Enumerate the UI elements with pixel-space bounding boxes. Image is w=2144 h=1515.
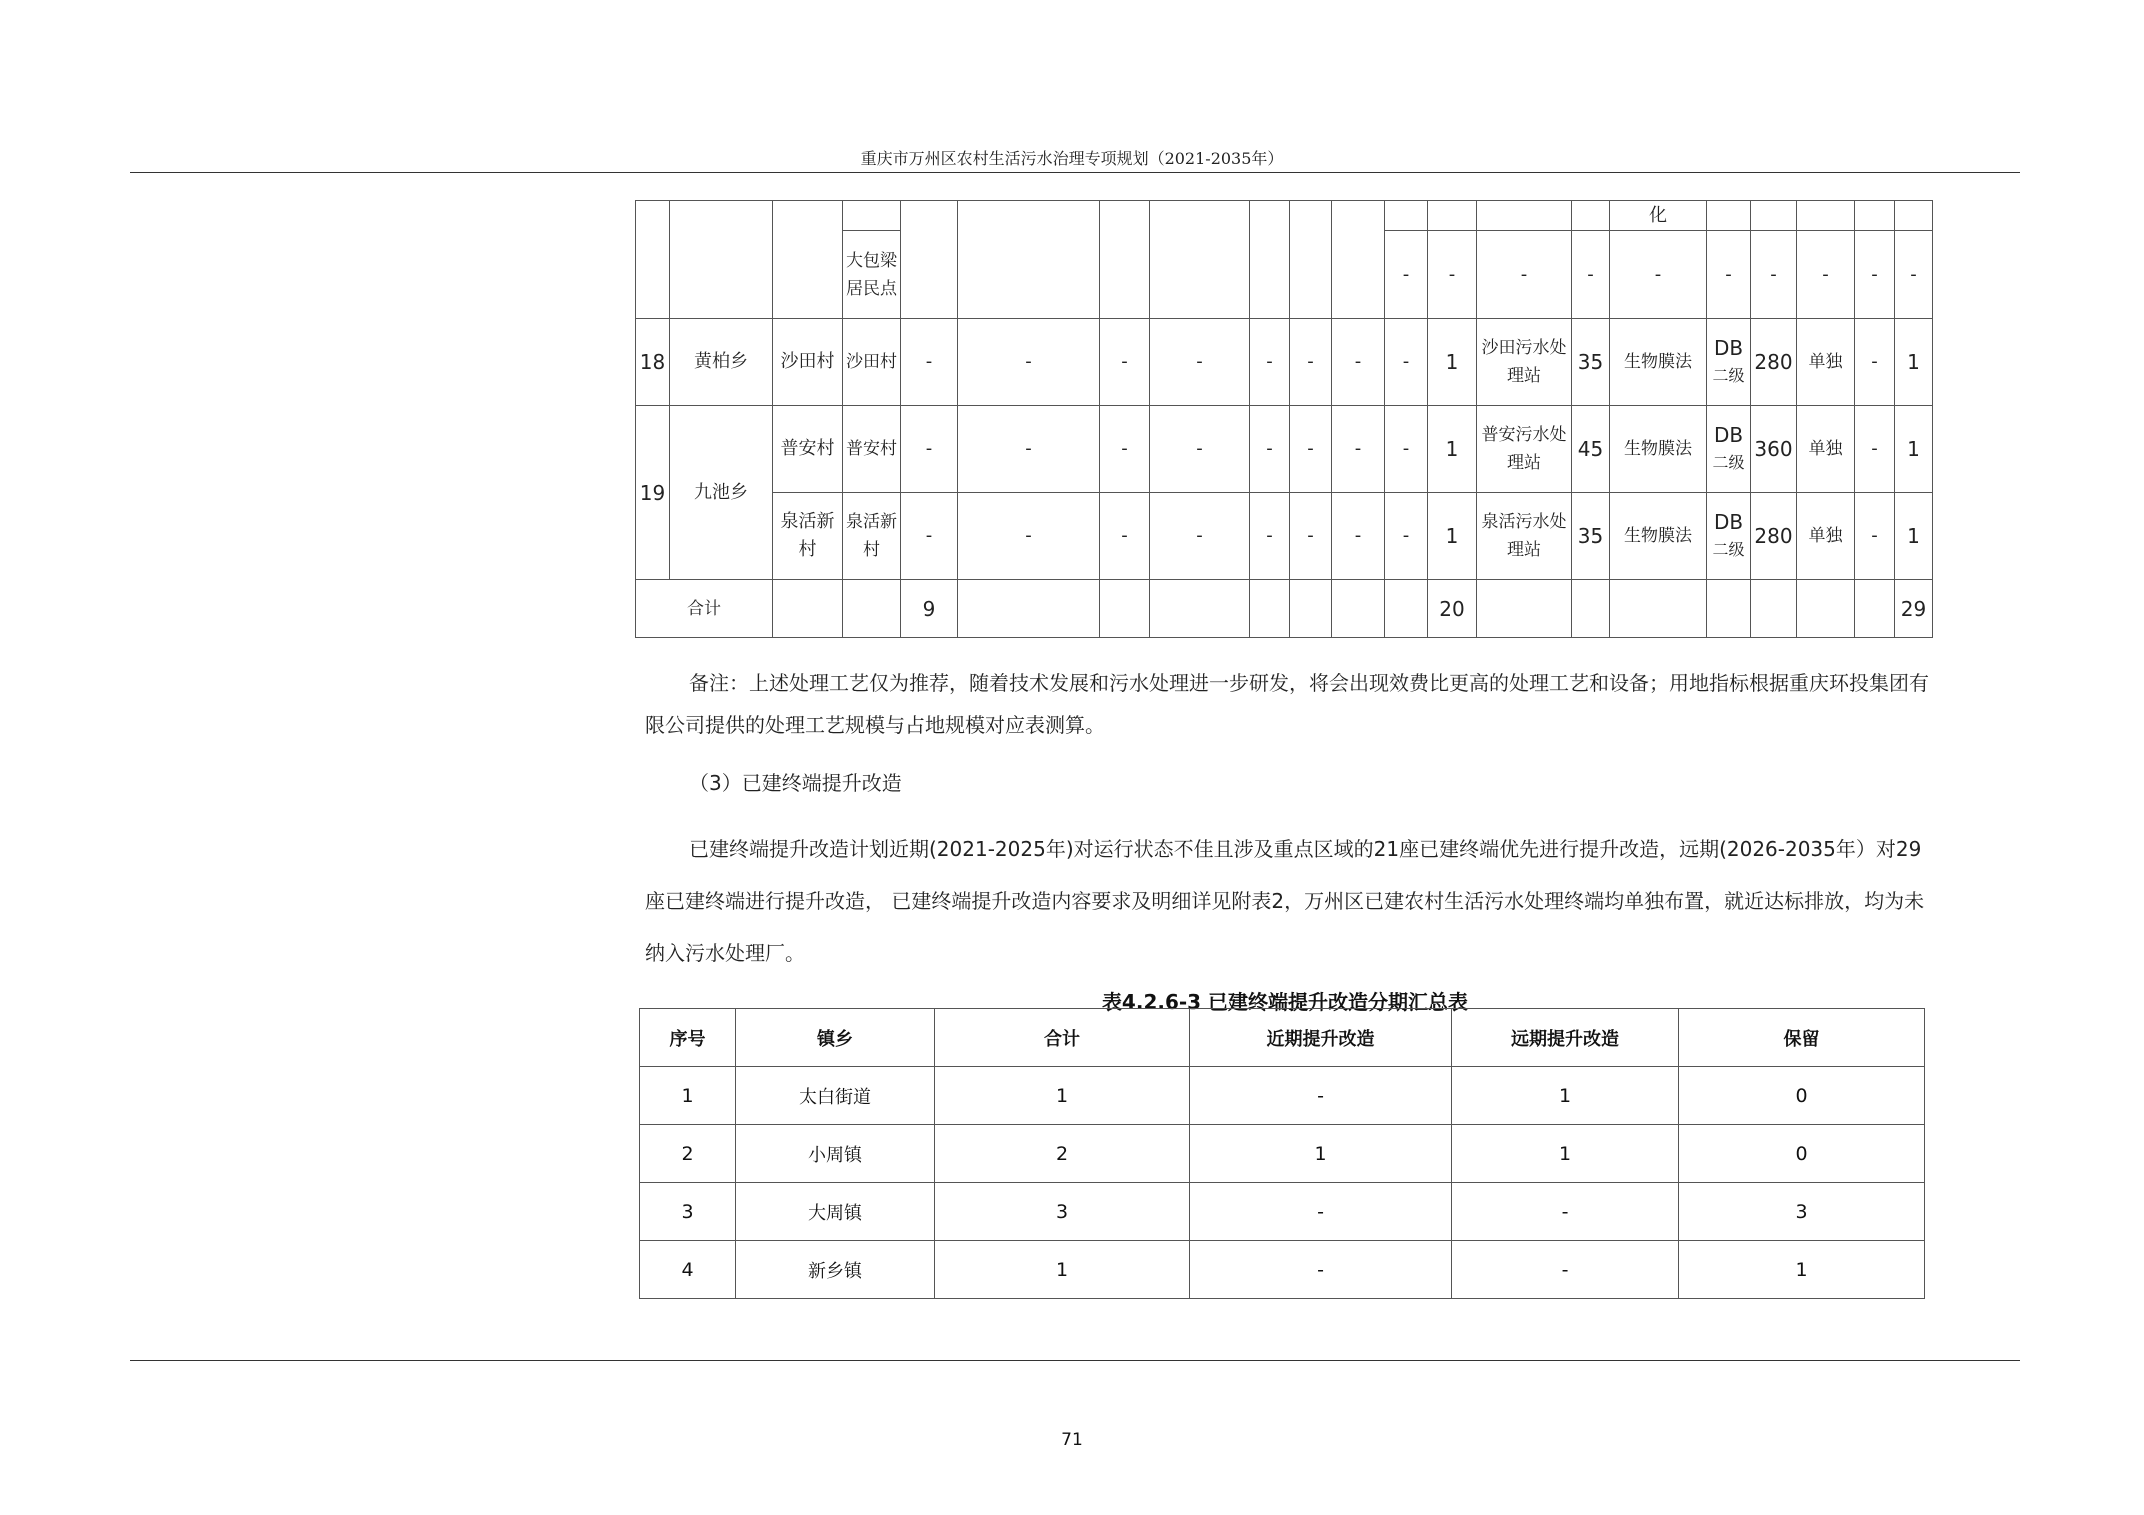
table-cell: 280	[1751, 319, 1797, 406]
table-cell: -	[1100, 493, 1150, 580]
table-cell: 1	[1895, 406, 1933, 493]
table-cell: -	[1332, 319, 1385, 406]
empty-cell	[843, 201, 901, 231]
table-cell: -	[1250, 493, 1290, 580]
empty-cell	[1855, 201, 1895, 231]
table-row	[640, 1183, 1925, 1241]
cell-line: 二级	[1712, 366, 1745, 385]
table-cell: 35	[1572, 319, 1610, 406]
table-cell: 保留	[1679, 1009, 1925, 1067]
table-cell: 360	[1751, 406, 1797, 493]
table-cell: 2	[935, 1125, 1190, 1183]
table-cell: -	[1290, 493, 1332, 580]
table-cell: -	[1477, 231, 1572, 319]
table-cell: 18	[636, 319, 670, 406]
empty-cell	[1250, 201, 1290, 319]
table-cell: 0	[1679, 1067, 1925, 1125]
empty-cell	[1895, 201, 1933, 231]
empty-cell	[1797, 201, 1855, 231]
table-cell: 1	[1190, 1125, 1452, 1183]
cell-line: DB	[1713, 423, 1744, 447]
empty-cell	[1428, 201, 1477, 231]
table-cell: -	[901, 406, 958, 493]
table-cell: 近期提升改造	[1190, 1009, 1452, 1067]
table-cell: 1	[935, 1067, 1190, 1125]
plan-detail-table	[635, 200, 1933, 638]
table-cell: -	[1855, 406, 1895, 493]
total-row	[636, 580, 1933, 638]
table-cell: 35	[1572, 493, 1610, 580]
empty-cell	[1290, 580, 1332, 638]
empty-cell	[958, 201, 1100, 319]
table-cell: 0	[1679, 1125, 1925, 1183]
table-cell: -	[1385, 231, 1428, 319]
table-cell: 生物膜法	[1610, 493, 1707, 580]
table-cell: -	[901, 493, 958, 580]
table-cell: -	[1855, 231, 1895, 319]
empty-cell	[1855, 580, 1895, 638]
table-cell: 单独	[1797, 406, 1855, 493]
document-header-title: 重庆市万州区农村生活污水治理专项规划（2021-2035年）	[860, 149, 1284, 168]
table-cell: -	[1250, 319, 1290, 406]
table-cell: 3	[1679, 1183, 1925, 1241]
empty-cell	[1477, 580, 1572, 638]
table-cell: 3	[935, 1183, 1190, 1241]
table-cell: 2	[640, 1125, 736, 1183]
empty-cell	[773, 201, 843, 319]
table-cell: -	[1150, 319, 1250, 406]
table-cell: 序号	[640, 1009, 736, 1067]
table-cell: -	[901, 319, 958, 406]
table-cell: 合计	[636, 580, 773, 638]
empty-cell	[636, 201, 670, 319]
table-cell: -	[1452, 1183, 1679, 1241]
carryover-site: 大包梁居民点	[843, 231, 901, 319]
table-cell: 太白街道	[736, 1067, 935, 1125]
table-cell: 3	[640, 1183, 736, 1241]
carryover-text: 化	[1610, 201, 1707, 231]
table-cell: 沙田村	[773, 319, 843, 406]
table-cell: 合计	[935, 1009, 1190, 1067]
table-cell: 新乡镇	[736, 1241, 935, 1299]
table-cell: -	[1190, 1183, 1452, 1241]
table-cell: 1	[640, 1067, 736, 1125]
empty-cell	[1250, 580, 1290, 638]
table-cell: 大周镇	[736, 1183, 935, 1241]
empty-cell	[1100, 580, 1150, 638]
table-cell: -	[1290, 406, 1332, 493]
table-cell: 黄柏乡	[670, 319, 773, 406]
cell-line: DB	[1713, 336, 1744, 360]
table-cell: -	[1190, 1241, 1452, 1299]
table-cell: -	[958, 319, 1100, 406]
table-cell: -	[1150, 406, 1250, 493]
table-cell: 280	[1751, 493, 1797, 580]
table-note: 备注：上述处理工艺仅为推荐，随着技术发展和污水处理进一步研发，将会出现效费比更高的处理工艺和设备；用地指标根据重庆环投集团有限公司提供的处理工艺规模与占地规模对应表测算。	[645, 671, 1929, 737]
empty-cell	[1150, 201, 1250, 319]
table-cell: 沙田村	[843, 319, 901, 406]
table-cell: -	[1332, 406, 1385, 493]
table-cell: 9	[901, 580, 958, 638]
table-cell: 泉活污水处理站	[1477, 493, 1572, 580]
table-cell: -	[1385, 406, 1428, 493]
table-cell: -	[958, 406, 1100, 493]
table-cell: 1	[1428, 319, 1477, 406]
table-cell: -	[1150, 493, 1250, 580]
table-cell: 沙田污水处理站	[1477, 319, 1572, 406]
table-cell: -	[1100, 406, 1150, 493]
table-cell: 1	[1679, 1241, 1925, 1299]
table-cell: 单独	[1797, 319, 1855, 406]
table-cell	[1707, 493, 1751, 580]
carryover-row-top	[636, 201, 1933, 231]
table-cell: 九池乡	[670, 406, 773, 580]
table-header-row	[640, 1009, 1925, 1067]
empty-cell	[1572, 580, 1610, 638]
table-row	[640, 1241, 1925, 1299]
cell-line: DB	[1713, 510, 1744, 534]
table-cell: -	[1250, 406, 1290, 493]
empty-cell	[1150, 580, 1250, 638]
table-cell: 小周镇	[736, 1125, 935, 1183]
empty-cell	[1751, 201, 1797, 231]
section-heading: （3）已建终端提升改造	[689, 771, 902, 795]
table-cell: 1	[1452, 1125, 1679, 1183]
table-cell: 泉活新村	[843, 493, 901, 580]
table-cell: 4	[640, 1241, 736, 1299]
table-cell: -	[1190, 1067, 1452, 1125]
table-cell: -	[1797, 231, 1855, 319]
table-row	[640, 1067, 1925, 1125]
empty-cell	[1707, 580, 1751, 638]
table-row	[636, 406, 1933, 493]
table-cell: 20	[1428, 580, 1477, 638]
empty-cell	[1332, 580, 1385, 638]
empty-cell	[1707, 201, 1751, 231]
table-cell: 29	[1895, 580, 1933, 638]
table-cell: -	[1290, 319, 1332, 406]
empty-cell	[1290, 201, 1332, 319]
table-cell: 远期提升改造	[1452, 1009, 1679, 1067]
empty-cell	[1385, 201, 1428, 231]
table-cell: -	[1751, 231, 1797, 319]
table-cell: 1	[1428, 493, 1477, 580]
table-cell: -	[1332, 493, 1385, 580]
table-cell: 1	[1895, 493, 1933, 580]
table-cell: -	[1100, 319, 1150, 406]
table-cell: 1	[1895, 319, 1933, 406]
empty-cell	[1572, 201, 1610, 231]
table-cell: 生物膜法	[1610, 319, 1707, 406]
table-cell: -	[1428, 231, 1477, 319]
table-row	[636, 319, 1933, 406]
table-cell	[1707, 406, 1751, 493]
table-cell: 镇乡	[736, 1009, 935, 1067]
table-cell: -	[1855, 319, 1895, 406]
table-cell: 19	[636, 406, 670, 580]
empty-cell	[1797, 580, 1855, 638]
empty-cell	[1477, 201, 1572, 231]
table-cell: -	[958, 493, 1100, 580]
table-cell: 生物膜法	[1610, 406, 1707, 493]
table-cell: 普安污水处理站	[1477, 406, 1572, 493]
table-cell: 1	[1428, 406, 1477, 493]
table-caption: 表4.2.6-3 已建终端提升改造分期汇总表	[1101, 990, 1469, 1014]
summary-table	[639, 1008, 1925, 1299]
table-cell: -	[1385, 319, 1428, 406]
table-cell: -	[1707, 231, 1751, 319]
table-row	[640, 1125, 1925, 1183]
table-cell: 1	[1452, 1067, 1679, 1125]
table-cell: 45	[1572, 406, 1610, 493]
table-cell: 泉活新村	[773, 493, 843, 580]
cell-line: 二级	[1712, 453, 1745, 472]
table-row	[636, 493, 1933, 580]
table-cell: -	[1855, 493, 1895, 580]
footer-rule	[130, 1360, 2020, 1361]
empty-cell	[773, 580, 843, 638]
body-paragraph: 已建终端提升改造计划近期(2021-2025年)对运行状态不佳且涉及重点区域的21座已建终端优先进行提升改造，远期(2026-2035年）对29座已建终端进行提升改造， 已建终端提升改造内容要求及明细详见附表2，万州区已建农村生活污水处理终端均单独布置，就近达标排放，均为未纳入污水处理厂。	[645, 837, 1925, 965]
cell-line: 二级	[1712, 540, 1745, 559]
table-cell: -	[1610, 231, 1707, 319]
header-rule	[130, 172, 2020, 173]
table-cell: 1	[935, 1241, 1190, 1299]
empty-cell	[670, 201, 773, 319]
empty-cell	[1751, 580, 1797, 638]
table-cell: -	[1452, 1241, 1679, 1299]
table-cell: 单独	[1797, 493, 1855, 580]
table-cell: -	[1385, 493, 1428, 580]
empty-cell	[901, 201, 958, 319]
table-cell: -	[1572, 231, 1610, 319]
empty-cell	[843, 580, 901, 638]
table-cell	[1707, 319, 1751, 406]
table-cell: -	[1895, 231, 1933, 319]
empty-cell	[1100, 201, 1150, 319]
table-cell: 普安村	[843, 406, 901, 493]
empty-cell	[1385, 580, 1428, 638]
table-cell: 普安村	[773, 406, 843, 493]
empty-cell	[958, 580, 1100, 638]
empty-cell	[1332, 201, 1385, 319]
empty-cell	[1610, 580, 1707, 638]
page-number: 71	[1061, 1430, 1083, 1450]
